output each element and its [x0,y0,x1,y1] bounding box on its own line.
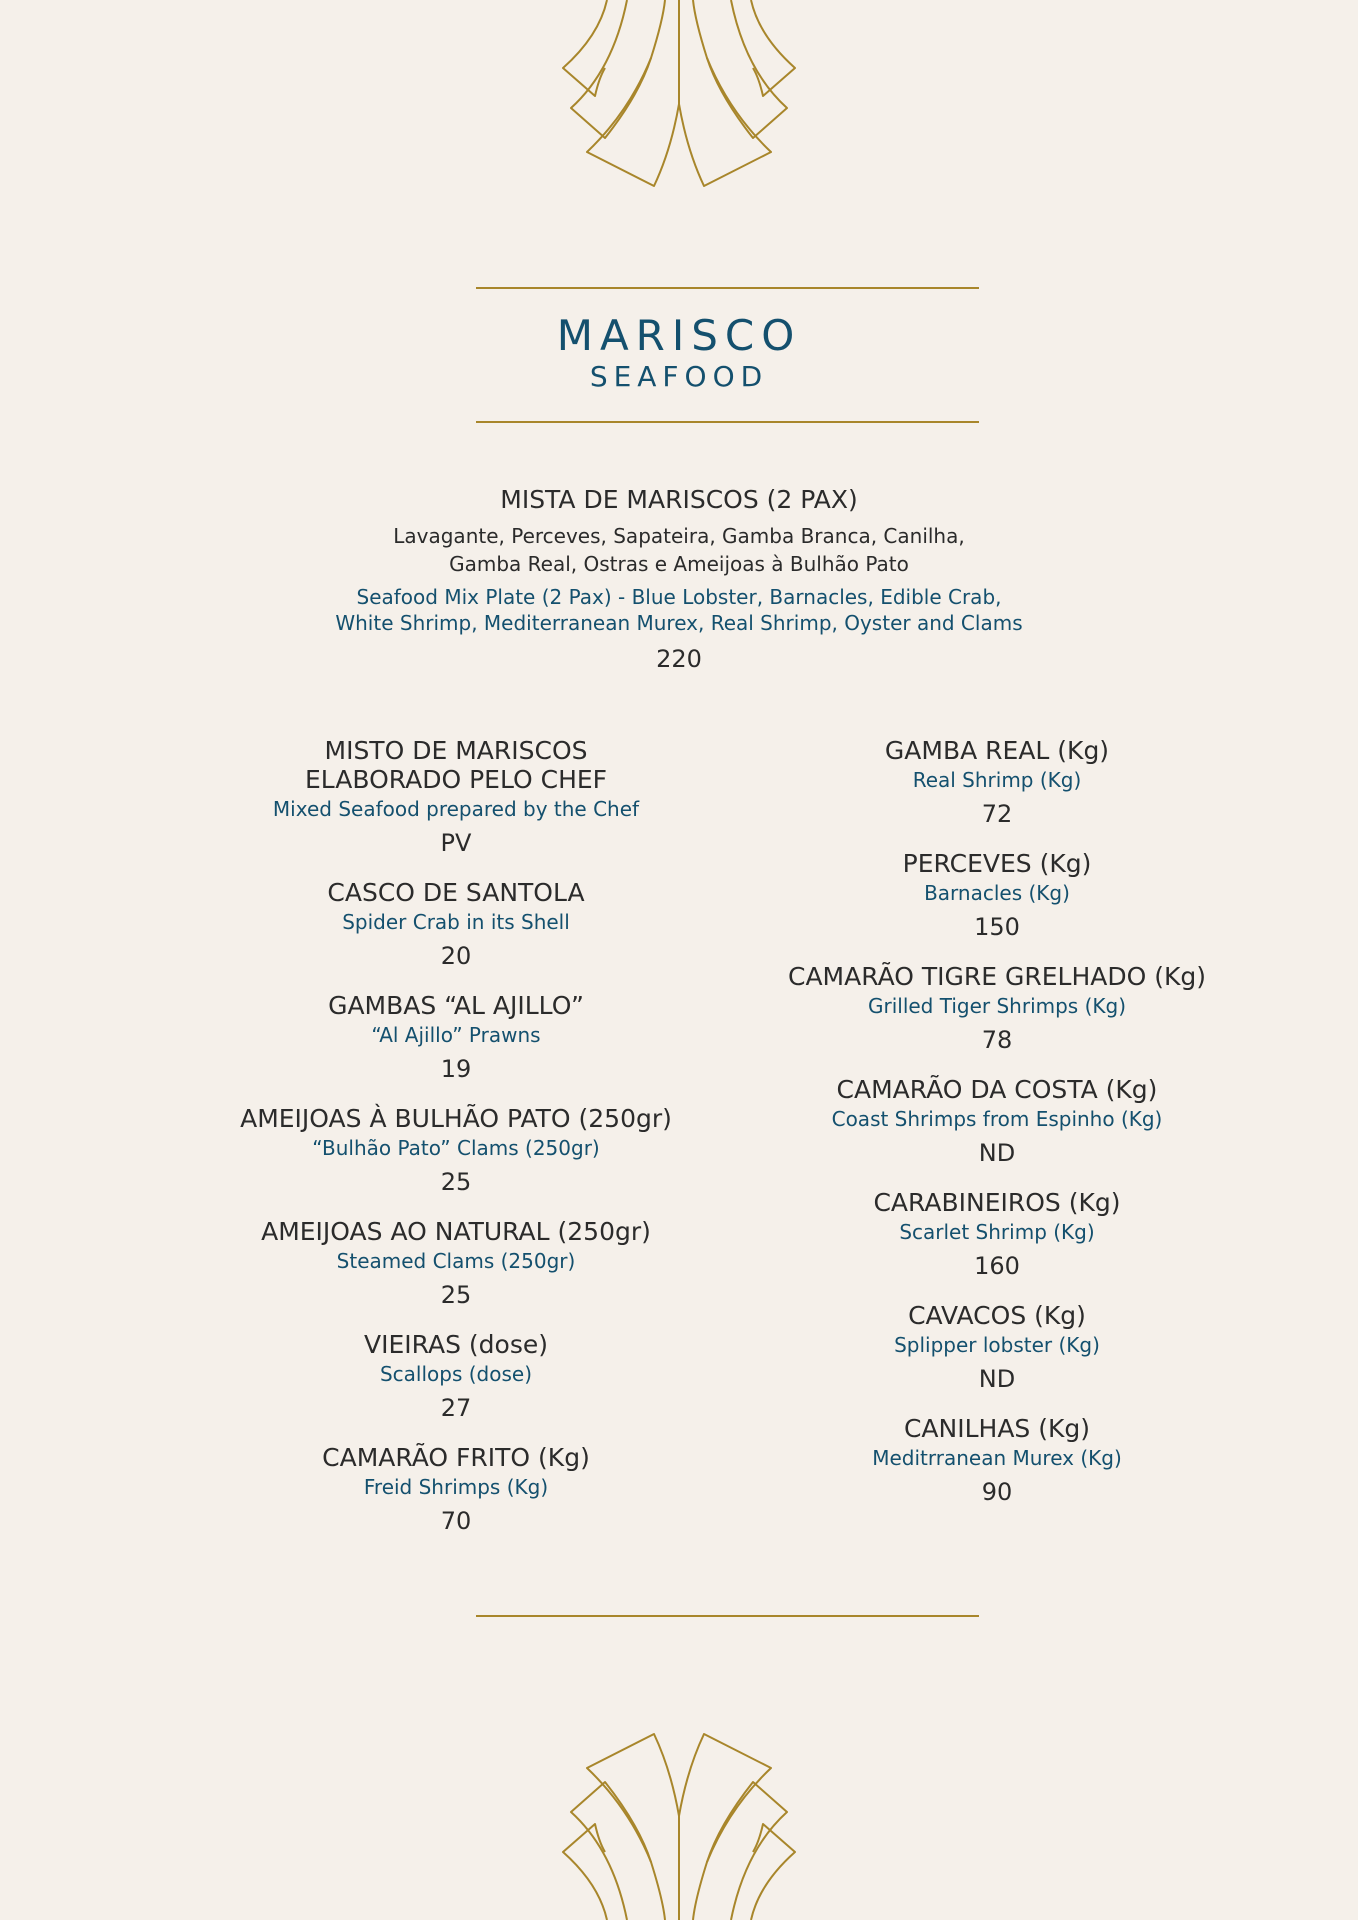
fan-ornament-icon [559,1720,799,1920]
menu-item [156,1104,756,1197]
menu-item-price: 150 [974,913,1020,941]
menu-item [156,991,756,1084]
menu-item-name: CANILHAS (Kg) [903,1414,1091,1443]
top-fan-ornament [0,0,1358,200]
menu-item-price: 25 [440,1168,472,1196]
menu-item-translation: Barnacles (Kg) [924,881,1070,905]
menu-item [156,736,756,858]
menu-item-translation: Grilled Tiger Shrimps (Kg) [867,994,1126,1018]
menu-column-right [697,736,1297,1527]
menu-item-name: GAMBAS “AL AJILLO” [328,991,584,1020]
menu-item-price: 160 [974,1252,1020,1280]
menu-item-translation: Coast Shrimps from Espinho (Kg) [831,1107,1163,1131]
top-divider [476,287,979,289]
menu-item-price: PV [440,829,472,857]
section-subtitle: SEAFOOD [589,360,769,393]
menu-item [156,1217,756,1310]
menu-item-name: CARABINEIROS (Kg) [873,1188,1121,1217]
menu-item-name: CAMARÃO DA COSTA (Kg) [836,1075,1158,1104]
menu-item-price: 25 [440,1281,472,1309]
menu-item-translation: Splipper lobster (Kg) [894,1333,1100,1357]
featured-item-description-en: Seafood Mix Plate (2 Pax) - Blue Lobster, Barnacles, Edible Crab, White Shrimp, Mediterranean Murex, Real Shrimp, Oyster and Clams [335,585,1023,635]
menu-item-translation: Meditrranean Murex (Kg) [872,1446,1122,1470]
menu-item-translation: Steamed Clams (250gr) [336,1249,576,1273]
menu-item [697,1188,1297,1281]
menu-item [156,1443,756,1536]
menu-item-translation: Scarlet Shrimp (Kg) [899,1220,1095,1244]
featured-item-description-pt: Lavagante, Perceves, Sapateira, Gamba Branca, Canilha, Gamba Real, Ostras e Ameijoas à Bulhão Pato [393,524,965,576]
menu-item-name: CAMARÃO FRITO (Kg) [322,1443,590,1472]
section-header [0,312,1358,394]
featured-item-price: 220 [656,645,702,673]
menu-item-price: 70 [440,1507,472,1535]
menu-item-price: 72 [981,800,1013,828]
fan-ornament-icon [559,0,799,200]
menu-item [697,962,1297,1055]
section-title: MARISCO [556,311,802,360]
menu-item-name: CAVACOS (Kg) [908,1301,1086,1330]
menu-item-price: 27 [440,1394,472,1422]
menu-item-price: 90 [981,1478,1013,1506]
menu-item [697,849,1297,942]
menu-item [156,878,756,971]
featured-item-name: MISTA DE MARISCOS (2 PAX) [500,485,858,514]
menu-item-translation: Freid Shrimps (Kg) [363,1475,549,1499]
menu-item-translation: “Al Ajillo” Prawns [371,1023,541,1047]
menu-item-name: AMEIJOAS AO NATURAL (250gr) [261,1217,651,1246]
menu-item-name: VIEIRAS (dose) [364,1330,548,1359]
menu-item [697,1301,1297,1394]
menu-item-price: 20 [440,942,472,970]
menu-item-translation: Real Shrimp (Kg) [912,768,1082,792]
menu-item [156,1330,756,1423]
menu-item-name: GAMBA REAL (Kg) [884,736,1110,765]
menu-item-name: AMEIJOAS À BULHÃO PATO (250gr) [240,1104,672,1133]
featured-item [0,484,1358,674]
bottom-fan-ornament [0,1720,1358,1920]
menu-item-translation: “Bulhão Pato” Clams (250gr) [312,1136,600,1160]
menu-item-price: 78 [981,1026,1013,1054]
menu-item-name: PERCEVES (Kg) [902,849,1092,878]
menu-item-name: CAMARÃO TIGRE GRELHADO (Kg) [787,962,1207,991]
menu-item [697,1414,1297,1507]
menu-item-translation: Scallops (dose) [379,1362,533,1386]
menu-item-translation: Spider Crab in its Shell [342,910,570,934]
menu-item-name: MISTO DE MARISCOS ELABORADO PELO CHEF [304,736,608,794]
header-bottom-divider [476,421,979,423]
menu-item-price: ND [978,1139,1016,1167]
bottom-divider [476,1615,979,1617]
menu-item [697,736,1297,829]
menu-item [697,1075,1297,1168]
menu-item-price: ND [978,1365,1016,1393]
menu-column-left [156,736,756,1556]
menu-item-name: CASCO DE SANTOLA [327,878,585,907]
menu-item-price: 19 [440,1055,472,1083]
menu-item-translation: Mixed Seafood prepared by the Chef [272,797,640,821]
